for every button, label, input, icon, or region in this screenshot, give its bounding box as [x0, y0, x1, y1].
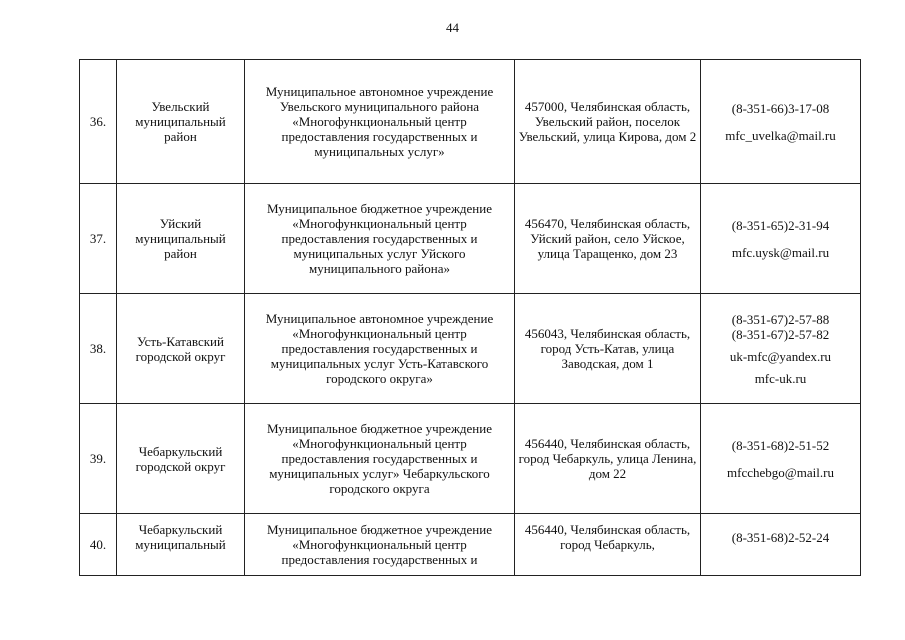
row-number: 39.	[80, 404, 117, 514]
institution-name: Муниципальное автономное учреждение Увельского муниципального района «Многофункциональный центр предоставления государственных и муниципальных услуг»	[245, 60, 515, 184]
contacts-cell	[701, 514, 861, 576]
email-address[interactable]: mfcchebgo@mail.ru	[727, 464, 834, 480]
district-name: Увельский муниципальный район	[117, 60, 245, 184]
mfc-registry-table	[79, 59, 861, 576]
institution-name: Муниципальное бюджетное учреждение «Многофункциональный центр предоставления государственных и	[245, 514, 515, 576]
phone-number: (8-351-68)2-52-24	[731, 530, 830, 545]
email-address[interactable]: uk-mfc@yandex.ru	[729, 348, 832, 364]
row-number: 37.	[80, 184, 117, 294]
row-number: 40.	[80, 514, 117, 576]
address: 456043, Челябинская область, город Усть-Катав, улица Заводская, дом 1	[515, 294, 701, 404]
table-row	[80, 60, 861, 184]
page-number: 44	[446, 20, 459, 35]
table-row	[80, 294, 861, 404]
district-name: Уйский муниципальный район	[117, 184, 245, 294]
address: 456440, Челябинская область, город Чебаркуль,	[515, 514, 701, 576]
table-row	[80, 404, 861, 514]
table-row	[80, 184, 861, 294]
district-name: Чебаркульский муниципальный	[117, 514, 245, 576]
district-name: Усть-Катавский городской округ	[117, 294, 245, 404]
phone-number: (8-351-67)2-57-88	[731, 311, 830, 327]
contacts-cell	[701, 184, 861, 294]
contacts-cell	[701, 294, 861, 404]
institution-name: Муниципальное бюджетное учреждение «Многофункциональный центр предоставления государственных и муниципальных услуг» Чебаркульского городского округа	[245, 404, 515, 514]
address: 457000, Челябинская область, Увельский район, поселок Увельский, улица Кирова, дом 2	[515, 60, 701, 184]
address: 456470, Челябинская область, Уйский район, село Уйское, улица Таращенко, дом 23	[515, 184, 701, 294]
district-name: Чебаркульский городской округ	[117, 404, 245, 514]
email-address[interactable]: mfc_uvelka@mail.ru	[725, 127, 836, 143]
institution-name: Муниципальное автономное учреждение «Многофункциональный центр предоставления государственных и муниципальных услуг Усть-Катавского городского округа»	[245, 294, 515, 404]
institution-name: Муниципальное бюджетное учреждение «Многофункциональный центр предоставления государственных и муниципальных услуг Уйского муниципального района»	[245, 184, 515, 294]
phone-number: (8-351-67)2-57-82	[731, 326, 830, 342]
table-row	[80, 514, 861, 576]
contacts-cell	[701, 60, 861, 184]
row-number: 38.	[80, 294, 117, 404]
contacts-cell	[701, 404, 861, 514]
phone-number: (8-351-66)3-17-08	[731, 100, 830, 116]
phone-number: (8-351-68)2-51-52	[731, 437, 830, 453]
phone-number: (8-351-65)2-31-94	[731, 217, 830, 233]
website-link[interactable]: mfc-uk.ru	[754, 370, 807, 386]
row-number: 36.	[80, 60, 117, 184]
address: 456440, Челябинская область, город Чебаркуль, улица Ленина, дом 22	[515, 404, 701, 514]
email-address[interactable]: mfc.uysk@mail.ru	[731, 244, 830, 260]
